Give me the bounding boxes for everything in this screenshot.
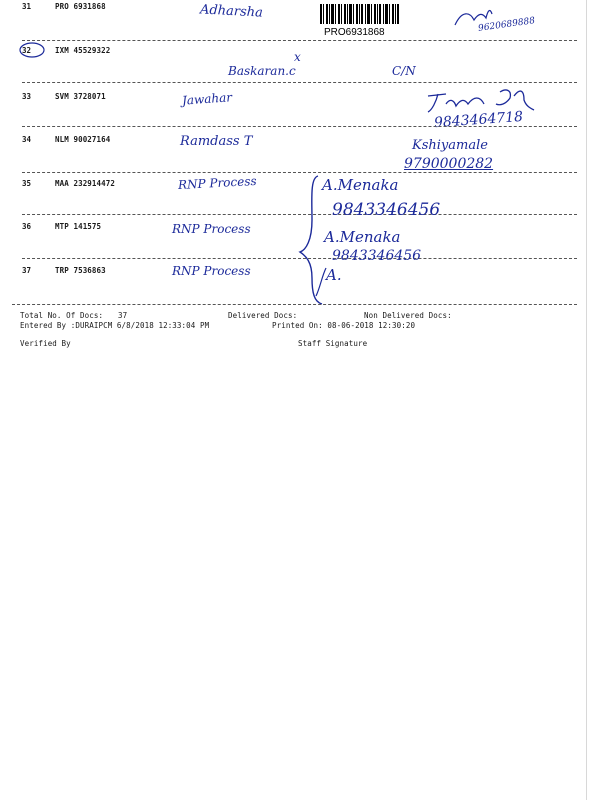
recipient-phone-handwriting: 9620689888 xyxy=(477,16,536,34)
total-docs-value: 37 xyxy=(118,311,128,320)
row-separator xyxy=(22,258,577,259)
row-number: 36 xyxy=(22,222,32,231)
row-number: 33 xyxy=(22,92,32,101)
recipient-handwriting: Ramdass T xyxy=(180,134,253,149)
row-separator xyxy=(22,40,577,41)
recipient-phone-handwriting: 9843464718 xyxy=(433,108,524,132)
recipient-name-handwriting: Kshiyamale xyxy=(412,138,488,153)
barcode xyxy=(318,2,402,40)
recipient-handwriting: Baskaran.c xyxy=(228,64,296,78)
row-number: 31 xyxy=(22,2,32,11)
recipient-handwriting: Adharsha xyxy=(199,2,264,21)
row-number: 34 xyxy=(22,135,32,144)
staff-signature-label: Staff Signature xyxy=(298,339,368,348)
barcode-bars xyxy=(318,2,402,26)
row-number: 35 xyxy=(22,179,32,188)
total-docs-label: Total No. Of Docs: xyxy=(20,311,104,320)
row-awb-code: TRP 7536863 xyxy=(55,266,106,275)
status-handwriting: RNP Process xyxy=(177,173,257,193)
row-separator xyxy=(22,214,577,215)
row-number: 37 xyxy=(22,266,32,275)
printed-on-line: Printed On: 08-06-2018 12:30:20 xyxy=(272,321,416,330)
row-awb-code: NLM 90027164 xyxy=(55,135,111,144)
signature-phone-handwriting: 9843346456 xyxy=(332,248,422,264)
row-separator xyxy=(22,82,577,83)
entered-by-line: Entered By :DURAIPCM 6/8/2018 12:33:04 PM xyxy=(20,321,210,330)
row-separator xyxy=(22,172,577,173)
recipient-handwriting: Jawahar xyxy=(181,90,233,108)
signature-name-handwriting: A.Menaka xyxy=(322,176,399,194)
row-awb-code: IXM 45529322 xyxy=(55,46,111,55)
signature-name-handwriting: A.Menaka xyxy=(324,228,401,246)
verified-by-label: Verified By xyxy=(20,339,71,348)
non-delivered-docs-label: Non Delivered Docs: xyxy=(364,311,452,320)
status-handwriting: RNP Process xyxy=(172,222,251,236)
scan-edge-line xyxy=(586,0,587,800)
signature-name-handwriting: A. xyxy=(326,266,342,284)
row-awb-code: PRO 6931868 xyxy=(55,2,106,11)
row-separator xyxy=(12,304,577,305)
delivered-docs-label: Delivered Docs: xyxy=(228,311,298,320)
row-awb-code: SVM 3728071 xyxy=(55,92,106,101)
row-number: 32 xyxy=(22,46,32,55)
recipient-note-handwriting: C/N xyxy=(392,64,416,78)
status-handwriting: RNP Process xyxy=(172,264,251,278)
mark-handwriting: x xyxy=(294,50,301,64)
row-awb-code: MAA 232914472 xyxy=(55,179,115,188)
row-awb-code: MTP 141575 xyxy=(55,222,102,231)
barcode-number: PRO6931868 xyxy=(324,27,385,38)
row-separator xyxy=(22,126,577,127)
signature-phone-handwriting: 9843346456 xyxy=(332,200,441,220)
recipient-phone-handwriting: 9790000282 xyxy=(404,156,494,172)
